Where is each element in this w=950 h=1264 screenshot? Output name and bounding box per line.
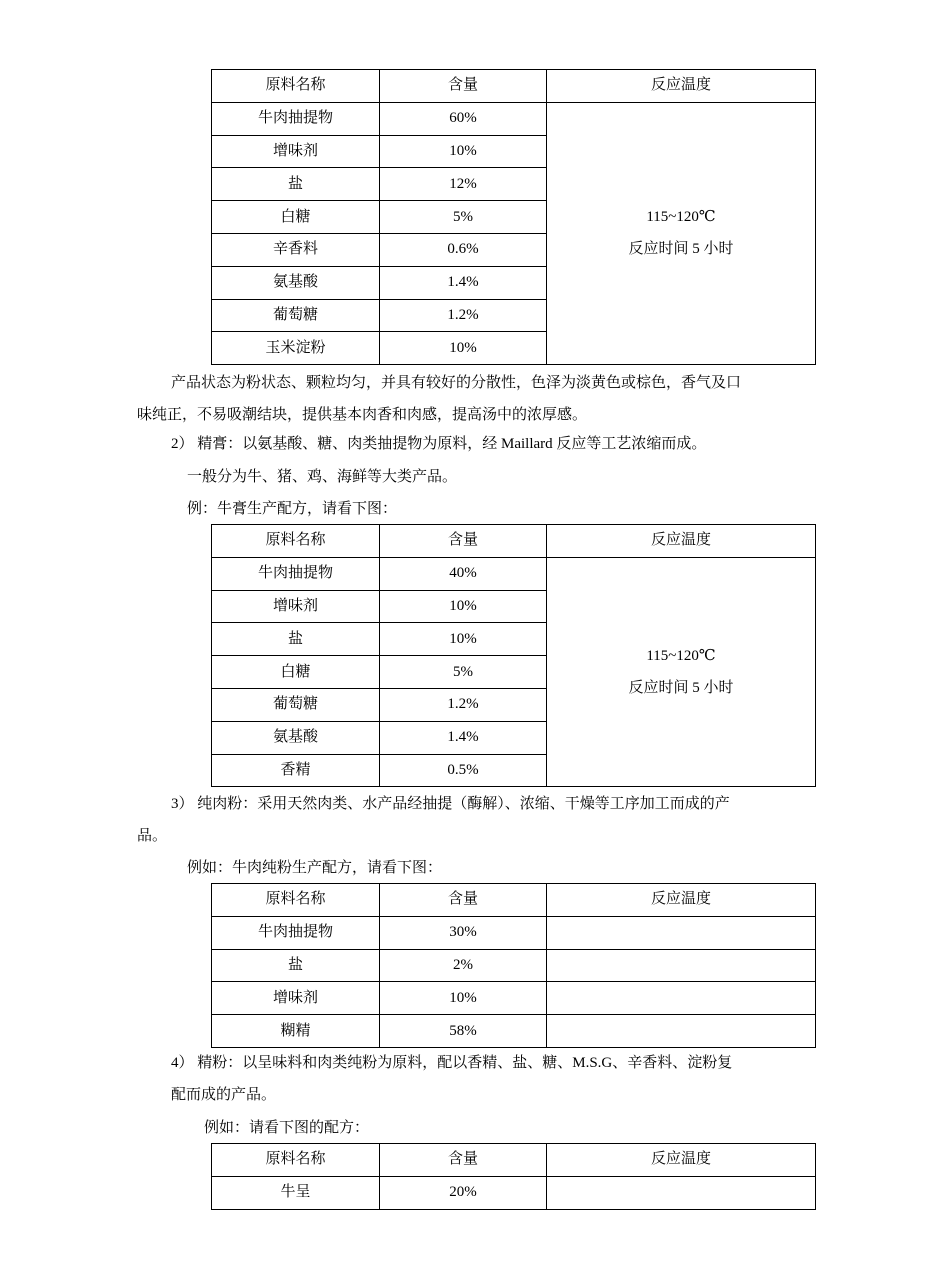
ingredient-amount: 58% bbox=[380, 1015, 547, 1048]
reaction-temp bbox=[547, 916, 816, 949]
temp-range: 115~120℃ bbox=[646, 209, 716, 226]
table-header-row bbox=[212, 884, 816, 917]
ingredient-amount: 10% bbox=[380, 623, 547, 656]
header-name: 原料名称 bbox=[212, 1144, 380, 1177]
ingredient-name: 辛香料 bbox=[212, 233, 380, 266]
paragraph-text: 产品状态为粉状态、颗粒均匀，并具有较好的分散性，色泽为淡黄色或棕色，香气及口 bbox=[171, 375, 742, 391]
ingredient-amount: 10% bbox=[380, 982, 547, 1015]
ingredient-name: 增味剂 bbox=[212, 135, 380, 168]
reaction-temp bbox=[547, 982, 816, 1015]
paragraph-text: 例如：请看下图的配方： bbox=[204, 1120, 370, 1136]
table-row bbox=[212, 557, 816, 590]
table-row bbox=[212, 982, 816, 1015]
header-temp: 反应温度 bbox=[547, 70, 816, 103]
paragraph-text: 味纯正，不易吸潮结块，提供基本肉香和肉感，提高汤中的浓厚感。 bbox=[137, 407, 588, 423]
table-row bbox=[212, 949, 816, 982]
ingredient-name: 盐 bbox=[212, 949, 380, 982]
header-temp: 反应温度 bbox=[547, 884, 816, 917]
ingredient-amount: 1.2% bbox=[380, 299, 547, 332]
ingredient-name: 葡萄糖 bbox=[212, 688, 380, 721]
reaction-time: 反应时间 5 小时 bbox=[628, 680, 734, 697]
paragraph-text: 一般分为牛、猪、鸡、海鲜等大类产品。 bbox=[187, 469, 458, 485]
ingredient-amount: 60% bbox=[380, 102, 547, 135]
ingredient-name: 盐 bbox=[212, 623, 380, 656]
ingredient-name: 牛肉抽提物 bbox=[212, 916, 380, 949]
paragraph-text: 配而成的产品。 bbox=[171, 1087, 277, 1103]
table-header-row bbox=[212, 525, 816, 558]
ingredient-amount: 0.5% bbox=[380, 754, 547, 787]
table-row bbox=[212, 916, 816, 949]
header-amount: 含量 bbox=[380, 525, 547, 558]
ingredient-name: 增味剂 bbox=[212, 982, 380, 1015]
table-row bbox=[212, 102, 816, 135]
ingredient-amount: 12% bbox=[380, 168, 547, 201]
header-amount: 含量 bbox=[380, 1144, 547, 1177]
ingredient-amount: 40% bbox=[380, 557, 547, 590]
ingredient-name: 牛呈 bbox=[212, 1176, 380, 1209]
ingredient-name: 白糖 bbox=[212, 656, 380, 689]
ingredient-amount: 1.4% bbox=[380, 721, 547, 754]
table-row bbox=[212, 1176, 816, 1209]
reaction-temp bbox=[547, 949, 816, 982]
ingredient-name: 盐 bbox=[212, 168, 380, 201]
recipe-table-4 bbox=[211, 1143, 816, 1210]
ingredient-name: 牛肉抽提物 bbox=[212, 557, 380, 590]
paragraph-text: 4） 精粉：以呈味料和肉类纯粉为原料，配以香精、盐、糖、M.S.G、辛香料、淀粉复 bbox=[171, 1055, 733, 1071]
table-header-row bbox=[212, 1144, 816, 1177]
recipe-table-1 bbox=[211, 69, 816, 365]
ingredient-amount: 10% bbox=[380, 332, 547, 365]
header-name: 原料名称 bbox=[212, 884, 380, 917]
ingredient-name: 香精 bbox=[212, 754, 380, 787]
table-row bbox=[212, 1015, 816, 1048]
paragraph-text: 品。 bbox=[137, 828, 168, 844]
reaction-temp-cell bbox=[547, 557, 816, 787]
recipe-table-2 bbox=[211, 524, 816, 787]
ingredient-amount: 1.2% bbox=[380, 688, 547, 721]
ingredient-amount: 5% bbox=[380, 656, 547, 689]
header-temp: 反应温度 bbox=[547, 1144, 816, 1177]
table-header-row bbox=[212, 70, 816, 103]
paragraph-text: 例：牛膏生产配方，请看下图： bbox=[187, 501, 398, 517]
reaction-temp bbox=[547, 1015, 816, 1048]
ingredient-name: 牛肉抽提物 bbox=[212, 102, 380, 135]
ingredient-amount: 10% bbox=[380, 135, 547, 168]
ingredient-name: 增味剂 bbox=[212, 590, 380, 623]
ingredient-amount: 10% bbox=[380, 590, 547, 623]
ingredient-name: 白糖 bbox=[212, 201, 380, 234]
ingredient-name: 糊精 bbox=[212, 1015, 380, 1048]
header-amount: 含量 bbox=[380, 70, 547, 103]
ingredient-amount: 30% bbox=[380, 916, 547, 949]
ingredient-amount: 0.6% bbox=[380, 233, 547, 266]
header-name: 原料名称 bbox=[212, 525, 380, 558]
temp-range: 115~120℃ bbox=[646, 648, 716, 665]
paragraph-text: 2） 精膏：以氨基酸、糖、肉类抽提物为原料，经 Maillard 反应等工艺浓缩而成。 bbox=[171, 436, 707, 452]
ingredient-amount: 5% bbox=[380, 201, 547, 234]
ingredient-name: 玉米淀粉 bbox=[212, 332, 380, 365]
header-amount: 含量 bbox=[380, 884, 547, 917]
ingredient-amount: 2% bbox=[380, 949, 547, 982]
ingredient-amount: 1.4% bbox=[380, 266, 547, 299]
reaction-temp bbox=[547, 1176, 816, 1209]
paragraph-text: 例如：牛肉纯粉生产配方，请看下图： bbox=[187, 860, 443, 876]
paragraph-text: 3） 纯肉粉：采用天然肉类、水产品经抽提（酶解）、浓缩、干燥等工序加工而成的产 bbox=[171, 796, 730, 812]
ingredient-name: 氨基酸 bbox=[212, 721, 380, 754]
ingredient-name: 氨基酸 bbox=[212, 266, 380, 299]
reaction-temp-cell bbox=[547, 102, 816, 364]
ingredient-name: 葡萄糖 bbox=[212, 299, 380, 332]
recipe-table-3 bbox=[211, 883, 816, 1048]
header-name: 原料名称 bbox=[212, 70, 380, 103]
ingredient-amount: 20% bbox=[380, 1176, 547, 1209]
reaction-time: 反应时间 5 小时 bbox=[628, 241, 734, 258]
header-temp: 反应温度 bbox=[547, 525, 816, 558]
